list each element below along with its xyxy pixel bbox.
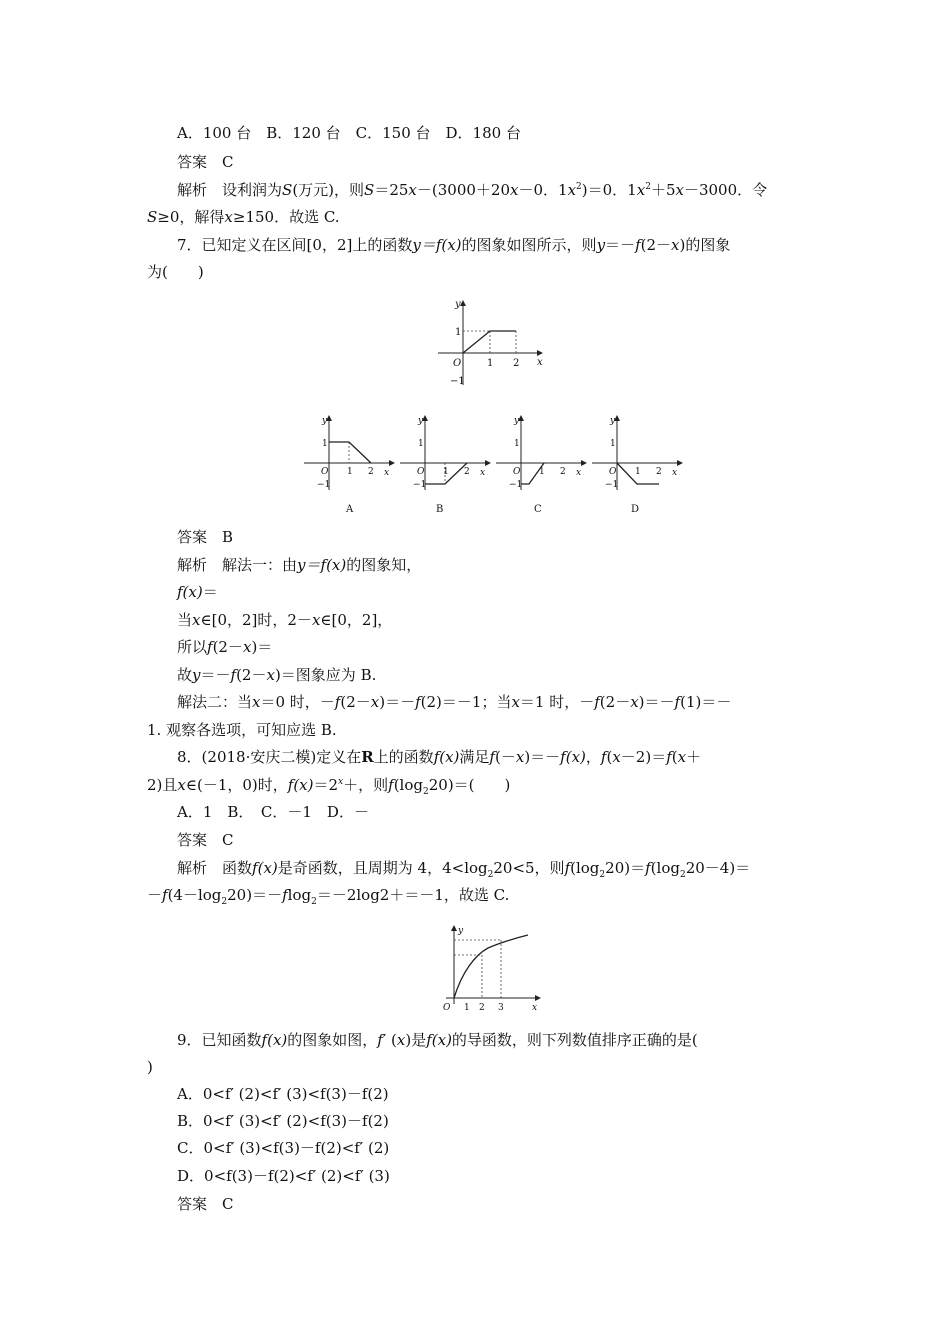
answer-label: 答案 — [177, 831, 208, 849]
text-run: (万元)，则 — [292, 181, 365, 199]
text-run: ∈[0，2]时，2－ — [200, 611, 312, 629]
tick-label: 1 — [418, 439, 424, 449]
text-run: ＝ — [202, 583, 218, 601]
function-curve — [329, 442, 371, 463]
q7-fx-line — [177, 582, 218, 602]
answer-label: 答案 — [177, 528, 208, 546]
math-var: S — [147, 208, 158, 226]
analysis-label: 解析 — [177, 859, 208, 877]
text-run: 所以 — [177, 638, 208, 656]
math-var: x — [675, 181, 684, 199]
answer-label: 答案 — [177, 1195, 208, 1213]
y-label: y — [455, 299, 461, 310]
q9-answer — [177, 1194, 234, 1214]
math-var: x — [677, 748, 687, 766]
text-run: 20－4)＝ — [685, 859, 751, 877]
math-var: f — [489, 748, 495, 766]
tick-label: −1 — [450, 376, 465, 387]
math-var: f — [388, 776, 394, 794]
origin-label: O — [609, 467, 617, 477]
q9-option-d: D．0<f(3)－f(2)<f′ (2)<f′ (3) — [177, 1167, 390, 1185]
text-run: 2)且 — [147, 776, 178, 794]
math-var: f — [282, 886, 288, 904]
q9-option-c: C．0<f′ (3)<f(3)－f(2)<f′ (2) — [177, 1139, 390, 1157]
option-label: D — [631, 504, 640, 515]
tick-label: 1 — [610, 439, 616, 449]
function-curve — [454, 935, 528, 998]
text-run: －3000．令 — [683, 181, 768, 199]
superscript: 2 — [576, 182, 582, 192]
math-var: x — [311, 611, 321, 629]
math-expr: f(x) — [426, 1031, 452, 1049]
math-var: x — [192, 611, 201, 629]
text-run: ( — [606, 748, 613, 766]
x-label: x — [672, 468, 678, 478]
q7-option-a-graph — [302, 410, 398, 520]
y-label: y — [322, 416, 328, 426]
text-run: (4－log — [167, 886, 222, 904]
math-var: x — [612, 748, 621, 766]
tick-label: 1 — [347, 467, 353, 477]
function-curve — [463, 331, 516, 353]
text-run: (log — [650, 859, 680, 877]
text-run: 解法一：由 — [222, 556, 298, 574]
math-var: f — [600, 748, 607, 766]
option-label: C — [534, 504, 542, 515]
math-var: f — [666, 748, 672, 766]
text-run: 的图象如图， — [287, 1031, 378, 1049]
math-set: R — [361, 748, 374, 766]
tick-label: 3 — [498, 1003, 504, 1013]
text-run: －(3000＋20 — [416, 181, 511, 199]
tick-label: 1 — [487, 358, 494, 369]
math-expr: y＝f(x) — [297, 556, 347, 574]
q6-options: A．100 台 B．120 台 C．150 台 D．180 台 — [177, 124, 521, 142]
math-expr: f(x) — [433, 748, 460, 766]
math-var: x — [515, 748, 525, 766]
text-run: ∈(－1，0)时， — [185, 776, 288, 794]
origin-label: O — [417, 467, 425, 477]
tick-label: 2 — [464, 467, 470, 477]
tick-label: −1 — [509, 480, 523, 490]
q7-answer — [177, 527, 233, 547]
tick-label: −1 — [317, 480, 331, 490]
text-run: 20<5，则 — [493, 859, 565, 877]
text-run: 当 — [177, 611, 193, 629]
q7-option-c-graph — [494, 410, 590, 520]
math-var: f — [415, 693, 421, 711]
q7-method2-line2: 1. 观察各选项，可知应选 B. — [147, 721, 337, 739]
q8-analysis-line2 — [147, 885, 509, 905]
tick-label: 1 — [443, 467, 449, 477]
q9-stem-line1 — [177, 1030, 698, 1050]
math-expr: f(x) — [560, 748, 586, 766]
text-run: － — [147, 886, 163, 904]
tick-label: 2 — [656, 467, 662, 477]
subscript: 2 — [487, 870, 494, 880]
q6-answer — [177, 152, 234, 172]
tick-label: 1 — [464, 1003, 470, 1013]
text-run: log — [287, 886, 312, 904]
q7-option-b-graph — [398, 410, 494, 520]
text-run: 20)＝( ) — [428, 776, 511, 794]
analysis-label: 解析 — [177, 181, 208, 199]
tick-label: 2 — [368, 467, 374, 477]
q7-when-line — [177, 610, 392, 630]
text-run: ≥150．故选 C. — [232, 208, 340, 226]
q6-analysis-line1 — [177, 180, 767, 200]
q7-so-line — [177, 637, 272, 657]
analysis-label: 解析 — [177, 556, 208, 574]
text-run: 故 — [177, 666, 193, 684]
q7-stem-line1 — [177, 235, 730, 255]
text-run: )的图象 — [679, 236, 731, 254]
option-label: B — [436, 504, 444, 515]
q8-analysis-line1 — [177, 858, 750, 878]
origin-label: O — [513, 467, 521, 477]
tick-label: 1 — [539, 467, 545, 477]
math-var: f — [162, 886, 168, 904]
q8-options: A．1 B． C．－1 D．－ — [177, 803, 369, 821]
text-run: ∈[0，2]， — [320, 611, 393, 629]
math-expr: f(x) — [177, 583, 203, 601]
q8-stem-line1 — [177, 747, 701, 767]
text-run: ( — [671, 748, 678, 766]
math-var: x — [266, 666, 275, 684]
text-run: 函数 — [222, 859, 253, 877]
text-run: 是奇函数，且周期为 4，4<log — [277, 859, 488, 877]
math-var: x — [242, 638, 252, 656]
text-run: (2－ — [599, 693, 631, 711]
math-var: x — [511, 693, 520, 711]
math-var: y — [192, 666, 201, 684]
tick-label: −1 — [413, 480, 427, 490]
tick-label: 1 — [322, 439, 328, 449]
tick-label: 2 — [560, 467, 566, 477]
text-run: 的图象如图所示，则 — [461, 236, 597, 254]
y-label: y — [610, 416, 616, 426]
math-var: x — [370, 693, 380, 711]
math-var: S — [364, 181, 375, 199]
text-run: 上的函数 — [373, 748, 434, 766]
text-run: (2)＝－1；当 — [420, 693, 512, 711]
y-label: y — [514, 416, 520, 426]
text-run: )＝0．1 — [581, 181, 637, 199]
tick-label: −1 — [605, 480, 619, 490]
math-var: S — [282, 181, 293, 199]
text-run: )＝－ — [379, 693, 416, 711]
text-run: ≥0，解得 — [157, 208, 225, 226]
tick-label: 2 — [513, 358, 520, 369]
tick-label: 1 — [455, 327, 462, 338]
answer-value: C — [222, 153, 234, 171]
math-var: f — [645, 859, 651, 877]
text-run: ＝25 — [374, 181, 409, 199]
text-run: 20)＝ — [605, 859, 646, 877]
origin-label: O — [453, 358, 462, 369]
text-run: ＋，则 — [343, 776, 389, 794]
subscript: 2 — [599, 870, 606, 880]
math-var: x — [636, 181, 646, 199]
text-run: －2)＝ — [620, 748, 667, 766]
text-run: )是 — [405, 1031, 427, 1049]
text-run: ， — [585, 748, 601, 766]
math-var: x — [177, 776, 186, 794]
text-run: (2－ — [212, 638, 243, 656]
math-var: x — [224, 208, 233, 226]
text-run: －0．1 — [518, 181, 568, 199]
answer-value: C — [222, 1195, 234, 1213]
text-run: 解法二：当 — [177, 693, 253, 711]
text-run: ＝－ — [605, 236, 636, 254]
math-expr: f(x) — [252, 859, 278, 877]
x-label: x — [576, 468, 582, 478]
q8-answer — [177, 830, 234, 850]
text-run: 7．已知定义在区间[0，2]上的函数 — [177, 236, 413, 254]
answer-value: C — [222, 831, 234, 849]
text-run: (log — [393, 776, 423, 794]
text-run: )＝－ — [638, 693, 675, 711]
y-label: y — [418, 416, 424, 426]
text-run: (－ — [494, 748, 516, 766]
text-run: 设利润为 — [222, 181, 283, 199]
math-expr: f(x) — [287, 776, 314, 794]
text-run: 满足 — [459, 748, 490, 766]
text-run: ＋ — [686, 748, 702, 766]
subscript: 2 — [311, 897, 317, 907]
text-run: ＝－2log2＋＝－1，故选 C. — [316, 886, 510, 904]
math-var: x — [252, 693, 261, 711]
origin-label: O — [321, 467, 329, 477]
q9-function-graph — [440, 922, 550, 1012]
q7-option-d-graph — [590, 410, 686, 520]
text-run: ′ ( — [382, 1031, 397, 1049]
subscript: 2 — [679, 870, 686, 880]
q7-method2-line1 — [177, 692, 731, 712]
math-var: y — [596, 236, 606, 254]
q7-analysis-line1 — [177, 555, 421, 575]
subscript: 2 — [221, 897, 228, 907]
math-var: x — [396, 1031, 406, 1049]
text-run: (2－ — [640, 236, 672, 254]
text-run: ＝－ — [200, 666, 231, 684]
q9-option-b: B．0<f′ (3)<f′ (2)<f(3)－f(2) — [177, 1112, 389, 1130]
math-var: f — [674, 693, 681, 711]
x-label: x — [384, 468, 390, 478]
text-run: (2－ — [340, 693, 371, 711]
text-run: )＝图象应为 B. — [274, 666, 377, 684]
q9-option-a: A．0<f′ (2)<f′ (3)<f(3)－f(2) — [177, 1085, 389, 1103]
text-run: )＝－ — [524, 748, 561, 766]
q9-stem-line2: ) — [147, 1058, 153, 1076]
q7-main-graph — [430, 295, 550, 395]
superscript: 2 — [645, 182, 651, 192]
text-run: ＋5 — [650, 181, 676, 199]
text-run: 9．已知函数 — [177, 1031, 262, 1049]
q7-thus-line — [177, 665, 376, 685]
tick-label: 1 — [514, 439, 520, 449]
q8-stem-line2 — [147, 775, 510, 795]
math-var: f — [635, 236, 641, 254]
text-run: (log — [570, 859, 600, 877]
math-var: f — [594, 693, 600, 711]
tick-label: 2 — [479, 1003, 485, 1013]
math-var: x — [630, 693, 639, 711]
math-expr: f(x) — [261, 1031, 288, 1049]
tick-label: 1 — [635, 467, 641, 477]
y-label: y — [458, 926, 464, 936]
math-var: f — [564, 859, 571, 877]
math-expr: y＝f(x) — [412, 236, 462, 254]
text-run: 8．(2018·安庆二模)定义在 — [177, 748, 362, 766]
text-run: 的图象知， — [346, 556, 422, 574]
math-var: x — [408, 181, 417, 199]
math-var: x — [510, 181, 519, 199]
answer-label: 答案 — [177, 153, 208, 171]
q6-analysis-line2 — [147, 207, 340, 227]
text-run: 20)＝－ — [227, 886, 283, 904]
text-run: 的导函数，则下列数值排序正确的是( — [451, 1031, 698, 1049]
math-var: x — [671, 236, 680, 254]
text-run: )＝ — [251, 638, 273, 656]
math-var: f — [207, 638, 213, 656]
option-label: A — [346, 504, 354, 515]
x-label: x — [537, 357, 543, 368]
origin-label: O — [443, 1003, 451, 1013]
subscript: 2 — [423, 787, 429, 797]
text-run: ＝0 时，－ — [260, 693, 335, 711]
math-var: f — [230, 666, 237, 684]
math-var: f — [377, 1031, 383, 1049]
text-run: ＝2 — [313, 776, 339, 794]
text-run: (1)＝－ — [680, 693, 732, 711]
superscript: x — [338, 777, 344, 787]
math-var: f — [334, 693, 341, 711]
math-var: x — [567, 181, 577, 199]
text-run: ＝1 时，－ — [519, 693, 595, 711]
text-run: (2－ — [236, 666, 267, 684]
q7-stem-line2: 为( ) — [147, 263, 204, 281]
x-label: x — [480, 468, 486, 478]
answer-value: B — [222, 528, 234, 546]
x-label: x — [532, 1003, 538, 1013]
